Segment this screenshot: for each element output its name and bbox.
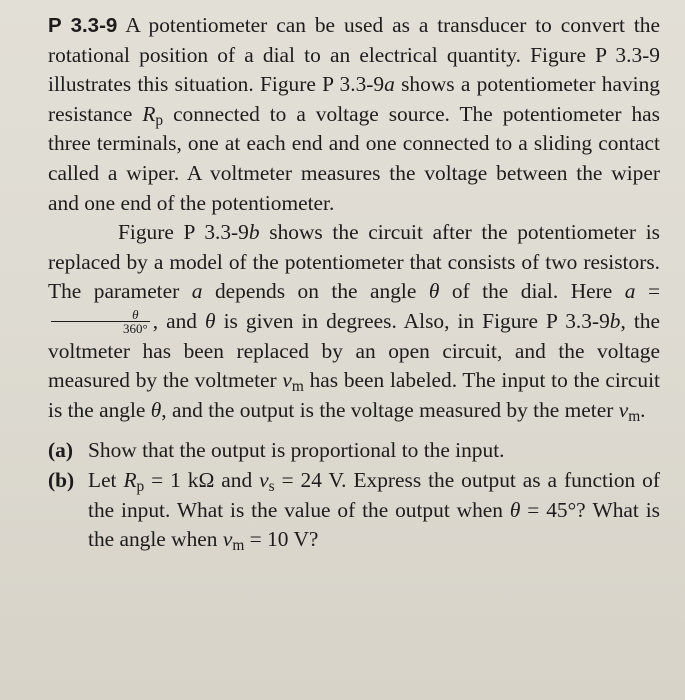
part-b-label: (b) [48,467,75,492]
vm-subscript: m [628,407,641,425]
part-b-text [88,466,660,555]
text-run: Let [88,467,124,492]
part-b [48,466,660,555]
vm-symbol: v [618,397,629,422]
problem-parts [48,436,660,554]
text-run: = 24 V. Express the output as a function of the input. What is the value of the output when [88,467,660,522]
text-run: A potentiometer can be used as a transducer to convert the rotational position of a dial to an electrical quantity. Figure P 3.3-9 illustrates this situation. Figure P 3.3-9 [48,13,660,97]
rp-symbol: R [142,101,156,126]
text-run: connected to a voltage source. The potentiometer has three terminals, one at each end and one connected to a sliding contact called a wiper. A voltmeter measures the voltage between the wiper and one end of the potentiometer. [48,101,660,215]
problem-number: P 3.3-9 [48,14,118,37]
vm-symbol: v [222,527,233,552]
text-run: of the dial. Here [439,279,625,304]
vm-subscript: m [232,536,245,554]
a-fraction [51,308,150,335]
text-run: = 45°? What is the angle when [88,497,661,552]
problem-paragraph-1 [48,11,660,218]
text-run: = 1 kΩ and [144,467,260,492]
theta-symbol: θ [509,497,521,522]
text-run: has been labeled. The input to the circuit is the angle [48,368,660,422]
rp-subscript: p [155,111,164,129]
rp-symbol: R [123,467,137,492]
text-run: , the voltmeter has been replaced by an open circuit, and the voltage measured by the voltmeter [48,308,660,393]
figure-label: a [384,72,395,97]
theta-symbol: θ [428,279,440,304]
text-run: Figure P 3.3-9 [118,220,249,245]
problem-paragraph-2 [48,218,660,425]
rp-subscript: p [136,477,145,495]
figure-label: b [609,308,621,333]
equals-sign: = [635,279,661,304]
vm-subscript: m [291,377,304,395]
vm-symbol: v [282,368,292,393]
part-a-text: Show that the output is proportional to the input. [88,438,505,463]
text-run: is given in degrees. Also, in Figure P 3.3-9 [215,308,610,333]
text-run: , and the output is the voltage measured by the meter [161,397,619,422]
vs-symbol: v [259,467,269,492]
text-run: , and [152,308,206,333]
text-run: = 10 V? [244,527,319,552]
vs-subscript: s [268,477,275,495]
a-symbol: a [191,279,203,304]
text-run: . [640,397,646,422]
theta-symbol: θ [150,397,162,422]
text-run: shows a potentiometer having resistance [48,72,660,126]
fraction-denominator: 360° [123,320,148,336]
text-run: shows the circuit after the potentiometer is replaced by a model of the potentiometer that consists of two resistors. The parameter [48,220,660,304]
problem-text [48,11,660,555]
figure-label: b [248,220,260,245]
a-symbol: a [624,279,636,304]
theta-symbol: θ [205,308,216,333]
part-a-label: (a) [48,438,73,463]
fraction-numerator: θ [51,308,150,322]
part-a [48,436,660,466]
text-run: depends on the angle [202,279,429,304]
